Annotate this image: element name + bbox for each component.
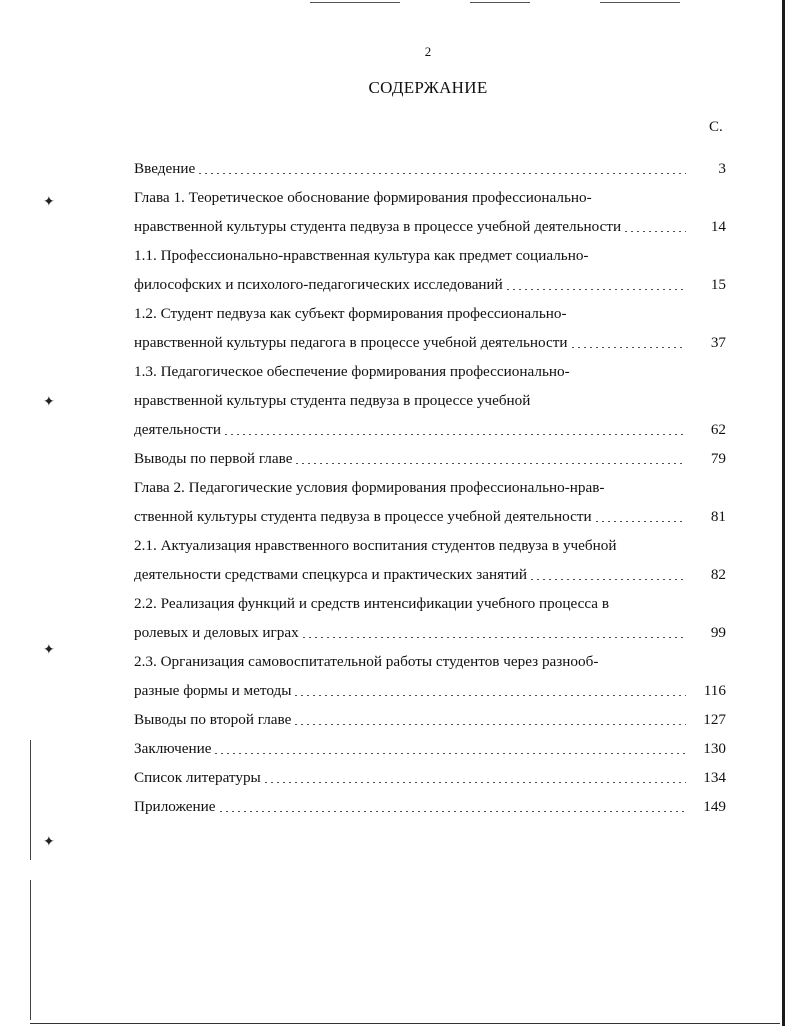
toc-page-number: 149 xyxy=(703,798,726,815)
toc-entry-text: нравственной культуры студента педвуза в процессе учебной xyxy=(134,392,531,409)
toc-entry-chapter-1-cont[interactable] xyxy=(134,212,726,241)
toc-entry-text: 1.3. Педагогическое обеспечение формирования профессионально- xyxy=(134,363,570,380)
margin-line-1 xyxy=(30,740,31,860)
toc-entry-text: 2.3. Организация самовоспитательной работы студентов через разнооб- xyxy=(134,653,599,670)
toc-entry-section-1-2[interactable] xyxy=(134,299,726,328)
toc-entry-text: Глава 2. Педагогические условия формирования профессионально-нрав- xyxy=(134,479,605,496)
margin-line-2 xyxy=(30,880,31,1020)
toc-entry-section-1-1[interactable] xyxy=(134,241,726,270)
page-column-label: С. xyxy=(709,119,723,135)
toc-entry-section-2-2-cont[interactable] xyxy=(134,618,726,647)
toc-entry-text: нравственной культуры педагога в процессе учебной деятельности xyxy=(134,334,568,351)
toc-entry-section-2-3-cont[interactable] xyxy=(134,676,726,705)
toc-entry-text: ственной культуры студента педвуза в процессе учебной деятельности xyxy=(134,508,592,525)
dot-leader xyxy=(570,347,686,348)
toc-entry-text: Выводы по второй главе xyxy=(134,711,292,728)
toc-entry-text: Приложение xyxy=(134,798,216,815)
toc-entry-text: Введение xyxy=(134,160,196,177)
toc-entry-introduction[interactable] xyxy=(134,154,726,183)
toc-entry-text: 1.1. Профессионально-нравственная культура как предмет социально- xyxy=(134,247,589,264)
table-of-contents xyxy=(134,154,726,821)
scan-line-top-1 xyxy=(310,2,400,3)
toc-entry-section-1-3-cont[interactable] xyxy=(134,386,726,415)
margin-mark-2: ✦ xyxy=(43,395,55,410)
toc-entry-conclusion[interactable] xyxy=(134,734,726,763)
toc-page-number: 82 xyxy=(710,566,726,583)
dot-leader xyxy=(223,434,686,435)
toc-entry-section-1-3-cont-2[interactable] xyxy=(134,415,726,444)
toc-entry-conclusions-1[interactable] xyxy=(134,444,726,473)
toc-entry-appendix[interactable] xyxy=(134,792,726,821)
dot-leader xyxy=(218,811,686,812)
toc-entry-section-1-1-cont[interactable] xyxy=(134,270,726,299)
dot-leader xyxy=(197,173,686,174)
page-number: 2 xyxy=(424,44,432,59)
toc-entry-text: Заключение xyxy=(134,740,212,757)
toc-entry-text: Список литературы xyxy=(134,769,261,786)
toc-entry-section-1-2-cont[interactable] xyxy=(134,328,726,357)
toc-entry-chapter-2-cont[interactable] xyxy=(134,502,726,531)
toc-page-number: 3 xyxy=(718,160,726,177)
dot-leader xyxy=(293,724,686,725)
toc-page-number: 99 xyxy=(710,624,726,641)
toc-entry-text: деятельности xyxy=(134,421,221,438)
toc-entry-section-2-1-cont[interactable] xyxy=(134,560,726,589)
toc-page-number: 14 xyxy=(710,218,726,235)
page-title: СОДЕРЖАНИЕ xyxy=(368,78,488,97)
toc-entry-text: деятельности средствами спецкурса и практических занятий xyxy=(134,566,527,583)
scan-line-top-2 xyxy=(470,2,530,3)
dot-leader xyxy=(623,231,686,232)
toc-entry-section-2-2[interactable] xyxy=(134,589,726,618)
toc-entry-text: Глава 1. Теоретическое обоснование формирования профессионально- xyxy=(134,189,592,206)
toc-page-number: 81 xyxy=(710,508,726,525)
toc-entry-text: нравственной культуры студента педвуза в процессе учебной деятельности xyxy=(134,218,622,235)
dot-leader xyxy=(263,782,686,783)
toc-entry-section-2-1[interactable] xyxy=(134,531,726,560)
toc-page-number: 15 xyxy=(710,276,726,293)
dot-leader xyxy=(293,695,686,696)
toc-entry-text: 2.1. Актуализация нравственного воспитания студентов педвуза в учебной xyxy=(134,537,617,554)
scan-edge-right xyxy=(782,0,785,1026)
margin-mark-1: ✦ xyxy=(43,195,55,210)
scan-line-top-3 xyxy=(600,2,680,3)
toc-entry-text: философских и психолого-педагогических исследований xyxy=(134,276,503,293)
toc-entry-section-2-3[interactable] xyxy=(134,647,726,676)
margin-mark-3: ✦ xyxy=(43,643,55,658)
toc-entry-text: 1.2. Студент педвуза как субъект формирования профессионально- xyxy=(134,305,567,322)
toc-entry-text: 2.2. Реализация функций и средств интенсификации учебного процесса в xyxy=(134,595,609,612)
toc-entry-chapter-2[interactable] xyxy=(134,473,726,502)
toc-entry-text: разные формы и методы xyxy=(134,682,292,699)
margin-mark-4: ✦ xyxy=(43,835,55,850)
toc-page-number: 130 xyxy=(703,740,726,757)
toc-entry-conclusions-2[interactable] xyxy=(134,705,726,734)
toc-page-number: 62 xyxy=(710,421,726,438)
dot-leader xyxy=(594,521,686,522)
toc-entry-text: ролевых и деловых играх xyxy=(134,624,299,641)
toc-page-number: 127 xyxy=(703,711,726,728)
toc-page-number: 37 xyxy=(710,334,726,351)
toc-page-number: 134 xyxy=(703,769,726,786)
toc-entry-chapter-1[interactable] xyxy=(134,183,726,212)
dot-leader xyxy=(301,637,686,638)
toc-entry-section-1-3[interactable] xyxy=(134,357,726,386)
toc-entry-references[interactable] xyxy=(134,763,726,792)
toc-page-number: 116 xyxy=(703,682,726,699)
toc-entry-text: Выводы по первой главе xyxy=(134,450,293,467)
dot-leader xyxy=(505,289,686,290)
dot-leader xyxy=(294,463,686,464)
scan-edge-bottom xyxy=(30,1023,780,1024)
dot-leader xyxy=(529,579,686,580)
dot-leader xyxy=(213,753,686,754)
toc-page-number: 79 xyxy=(710,450,726,467)
